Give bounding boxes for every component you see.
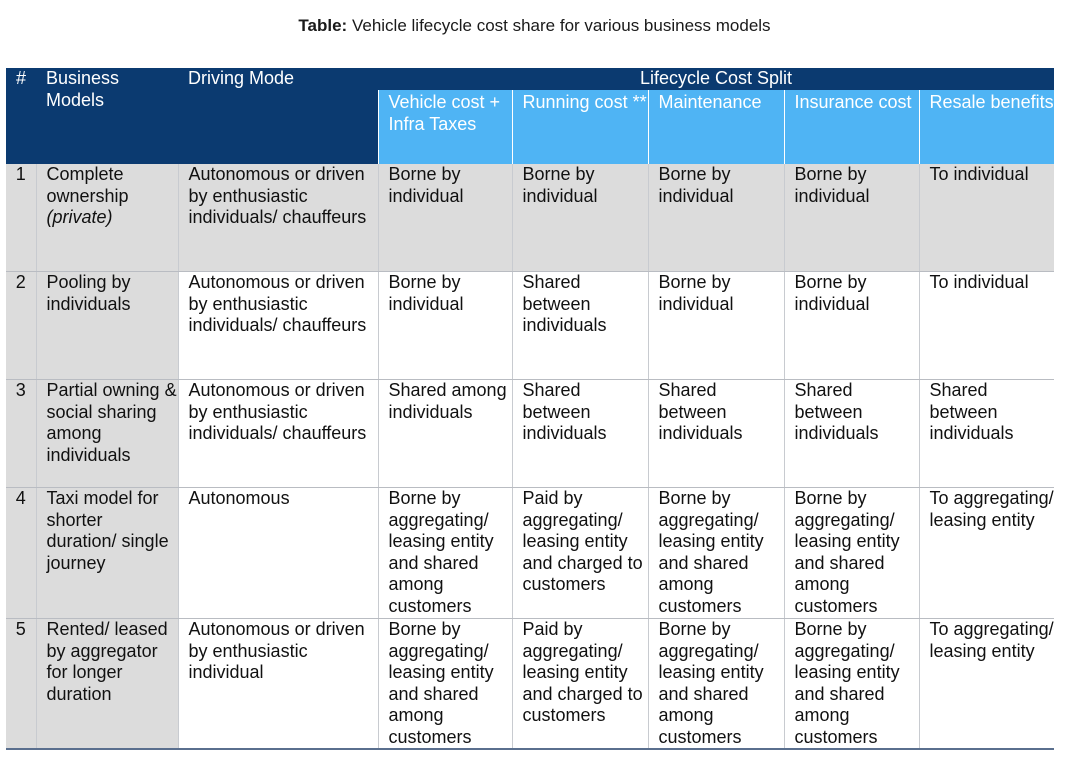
- vehicle-cost-cell: Borne by aggregating/ leasing entity and shared among customers: [378, 488, 512, 619]
- table-row: [6, 164, 1054, 272]
- maintenance-cell: Borne by individual: [648, 272, 784, 380]
- business-model-text: Complete ownership: [46, 164, 129, 206]
- header-resale-benefits: Resale benefits: [919, 90, 1054, 164]
- maintenance-cell: Borne by aggregating/ leasing entity and shared among customers: [648, 488, 784, 619]
- business-model-cell: [36, 164, 178, 272]
- vehicle-cost-cell: Borne by individual: [378, 164, 512, 272]
- header-insurance-cost: Insurance cost: [784, 90, 919, 164]
- running-cost-cell: Borne by individual: [512, 164, 648, 272]
- running-cost-cell: Shared between individuals: [512, 380, 648, 488]
- row-number: 5: [6, 619, 36, 750]
- table-row: [6, 380, 1054, 488]
- caption-label: Table:: [298, 16, 348, 35]
- lifecycle-cost-table: [6, 68, 1054, 750]
- resale-benefits-cell: Shared between individuals: [919, 380, 1054, 488]
- insurance-cost-cell: Shared between individuals: [784, 380, 919, 488]
- table-row: [6, 272, 1054, 380]
- resale-benefits-cell: To aggregating/ leasing entity: [919, 619, 1054, 750]
- row-number: 4: [6, 488, 36, 619]
- header-business-models: Business Models: [36, 68, 178, 164]
- header-vehicle-cost: Vehicle cost + Infra Taxes: [378, 90, 512, 164]
- header-running-cost: Running cost **: [512, 90, 648, 164]
- table-row: [6, 619, 1054, 750]
- caption-text: Vehicle lifecycle cost share for various business models: [351, 16, 771, 35]
- table-row: [6, 488, 1054, 619]
- header-lifecycle-cost-split: Lifecycle Cost Split: [378, 68, 1054, 90]
- resale-benefits-cell: To aggregating/ leasing entity: [919, 488, 1054, 619]
- business-model-cell: Rented/ leased by aggregator for longer duration: [36, 619, 178, 750]
- row-number: 1: [6, 164, 36, 272]
- driving-mode-cell: Autonomous or driven by enthusiastic individuals/ chauffeurs: [178, 272, 378, 380]
- insurance-cost-cell: Borne by individual: [784, 164, 919, 272]
- table-caption: [0, 16, 1069, 36]
- header-num: #: [6, 68, 36, 164]
- vehicle-cost-cell: Shared among individuals: [378, 380, 512, 488]
- maintenance-cell: Borne by aggregating/ leasing entity and shared among customers: [648, 619, 784, 750]
- maintenance-cell: Borne by individual: [648, 164, 784, 272]
- business-model-cell: Taxi model for shorter duration/ single journey: [36, 488, 178, 619]
- running-cost-cell: Paid by aggregating/ leasing entity and charged to customers: [512, 619, 648, 750]
- resale-benefits-cell: To individual: [919, 272, 1054, 380]
- business-model-cell: Pooling by individuals: [36, 272, 178, 380]
- vehicle-cost-cell: Borne by aggregating/ leasing entity and shared among customers: [378, 619, 512, 750]
- driving-mode-cell: Autonomous or driven by enthusiastic individual: [178, 619, 378, 750]
- business-model-cell: Partial owning & social sharing among individuals: [36, 380, 178, 488]
- maintenance-cell: Shared between individuals: [648, 380, 784, 488]
- vehicle-cost-cell: Borne by individual: [378, 272, 512, 380]
- running-cost-cell: Shared between individuals: [512, 272, 648, 380]
- business-model-note: (private): [46, 207, 113, 227]
- driving-mode-cell: Autonomous or driven by enthusiastic individuals/ chauffeurs: [178, 164, 378, 272]
- running-cost-cell: Paid by aggregating/ leasing entity and charged to customers: [512, 488, 648, 619]
- driving-mode-cell: Autonomous: [178, 488, 378, 619]
- row-number: 2: [6, 272, 36, 380]
- header-driving-mode: Driving Mode: [178, 68, 378, 164]
- driving-mode-cell: Autonomous or driven by enthusiastic individuals/ chauffeurs: [178, 380, 378, 488]
- resale-benefits-cell: To individual: [919, 164, 1054, 272]
- insurance-cost-cell: Borne by aggregating/ leasing entity and shared among customers: [784, 488, 919, 619]
- row-number: 3: [6, 380, 36, 488]
- header-maintenance: Maintenance: [648, 90, 784, 164]
- insurance-cost-cell: Borne by aggregating/ leasing entity and shared among customers: [784, 619, 919, 750]
- insurance-cost-cell: Borne by individual: [784, 272, 919, 380]
